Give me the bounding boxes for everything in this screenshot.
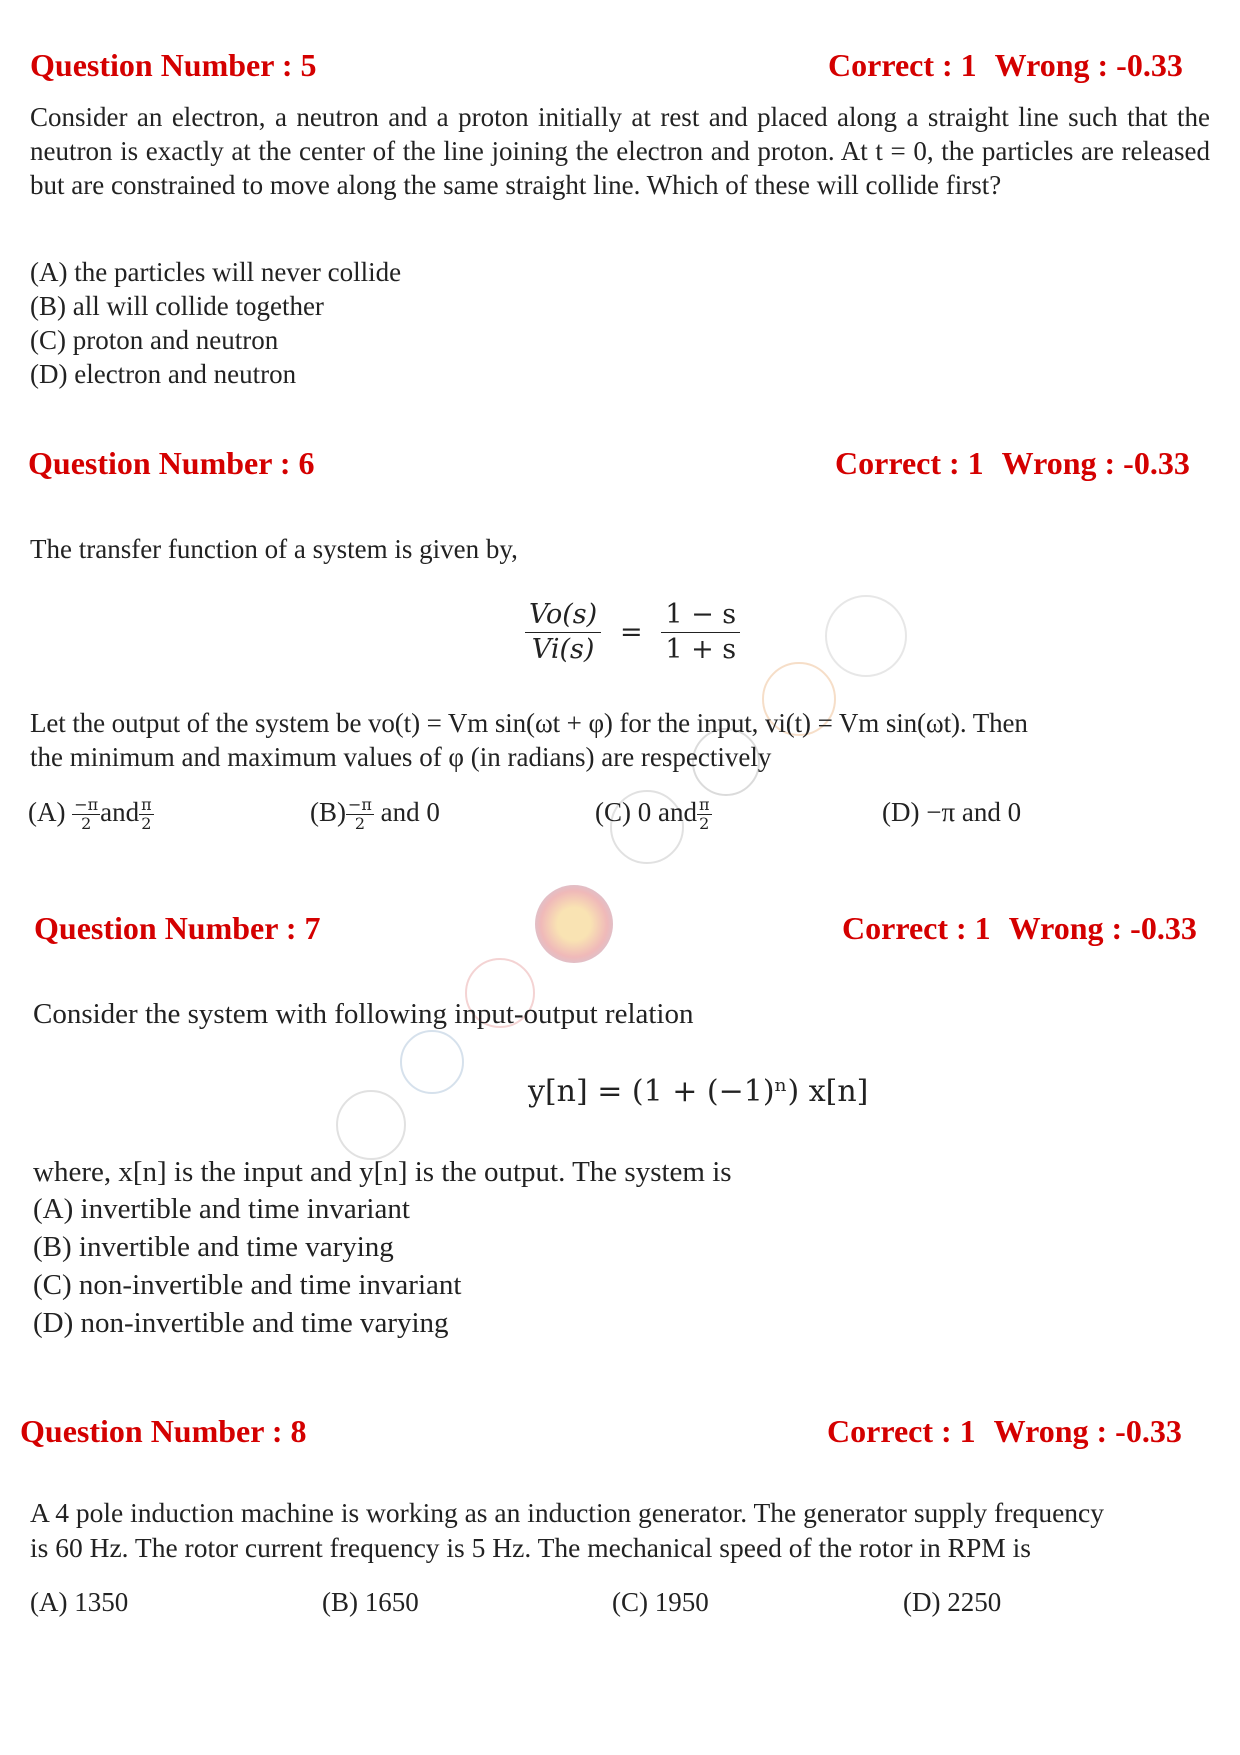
q6-wrong: Wrong : -0.33 — [1001, 445, 1190, 481]
q6-option-a-frac2 — [139, 796, 154, 833]
q8-heading: Question Number : 8 — [20, 1413, 307, 1449]
q8-option-c: (C) 1950 — [612, 1587, 709, 1617]
frac-den: 2 — [81, 814, 92, 834]
frac-den: 2 — [141, 814, 152, 834]
q5-correct: Correct : 1 — [828, 47, 977, 83]
q5-marks — [828, 47, 1183, 84]
tf-lhs-fraction — [525, 598, 601, 667]
q7-intro: Consider the system with following input-output relation — [33, 998, 694, 1030]
q7-correct: Correct : 1 — [842, 910, 991, 946]
frac-num: π — [698, 795, 710, 815]
tf-rhs-fraction — [661, 598, 740, 667]
q6-option-a — [28, 795, 154, 833]
q5-option-d: (D) electron and neutron — [30, 359, 297, 389]
frac-num: −π — [348, 795, 372, 815]
q6-option-a-and: and — [100, 797, 140, 827]
q7-where: where, x[n] is the input and y[n] is the output. The system is — [33, 1156, 732, 1188]
q8-text-line2: is 60 Hz. The rotor current frequency is 5 Hz. The mechanical speed of the rotor in RPM is — [30, 1532, 1031, 1563]
q6-line1: Let the output of the system be vo(t) = Vm sin(ωt + φ) for the input, vi(t) = Vm sin(ωt). Then — [30, 708, 1028, 738]
q6-option-c — [595, 795, 712, 833]
q5-option-c: (C) proton and neutron — [30, 325, 279, 355]
q6-line2: the minimum and maximum values of φ (in radians) are respectively — [30, 742, 772, 772]
q6-transfer-function: $\frac{Vo(s)}{Vi(s)}$ = $\frac{1 - s}{1 + s}$ — [525, 598, 740, 667]
frac-num: π — [141, 795, 152, 815]
q6-marks — [835, 445, 1190, 482]
q7-option-a: (A) invertible and time invariant — [33, 1193, 410, 1225]
q6-option-c-frac2 — [697, 796, 712, 833]
frac-den: 2 — [699, 814, 710, 834]
q6-option-c-pre: 0 and — [637, 797, 697, 827]
q6-option-b-label: (B) — [310, 797, 346, 827]
q7-option-b: (B) invertible and time varying — [33, 1231, 394, 1263]
q6-option-d — [882, 795, 1021, 829]
q8-option-a: (A) 1350 — [30, 1587, 129, 1617]
watermark-seal — [825, 595, 907, 677]
q8-wrong: Wrong : -0.33 — [993, 1413, 1182, 1449]
q7-option-c: (C) non-invertible and time invariant — [33, 1269, 462, 1301]
frac-num: −π — [74, 795, 99, 815]
q6-heading: Question Number : 6 — [28, 445, 315, 481]
q5-option-b: (B) all will collide together — [30, 291, 324, 321]
frac-den: 2 — [354, 814, 366, 834]
tf-lhs-denominator: Vi(s) — [531, 634, 595, 665]
q7-option-d: (D) non-invertible and time varying — [33, 1307, 449, 1339]
q5-heading: Question Number : 5 — [30, 47, 317, 83]
tf-rhs-numerator: 1 − s — [661, 598, 740, 633]
watermark-seal — [400, 1030, 464, 1094]
q8-correct: Correct : 1 — [827, 1413, 976, 1449]
q6-option-b-and: and 0 — [380, 797, 440, 827]
q5-wrong: Wrong : -0.33 — [994, 47, 1183, 83]
q6-option-d-text: −π and 0 — [926, 797, 1022, 827]
q8-marks — [827, 1413, 1182, 1450]
q6-option-c-label: (C) — [595, 797, 631, 827]
q8-text-line1: A 4 pole induction machine is working as an induction generator. The generator supply frequency — [30, 1497, 1104, 1528]
watermark-seal — [535, 885, 613, 963]
q5-option-a: (A) the particles will never collide — [30, 257, 402, 287]
q6-option-a-frac1 — [72, 796, 100, 833]
tf-lhs-numerator: Vo(s) — [525, 598, 601, 633]
q6-option-d-label: (D) — [882, 797, 920, 827]
q8-option-d: (D) 2250 — [903, 1587, 1002, 1617]
q7-marks — [842, 910, 1197, 947]
q6-intro: The transfer function of a system is given by, — [30, 534, 518, 564]
q7-equation: y[n] = (1 + (−1)ⁿ) x[n] — [528, 1074, 869, 1109]
tf-rhs-denominator: 1 + s — [665, 634, 737, 665]
q6-option-b — [310, 795, 440, 833]
q7-heading: Question Number : 7 — [34, 910, 321, 946]
q6-correct: Correct : 1 — [835, 445, 984, 481]
q7-wrong: Wrong : -0.33 — [1008, 910, 1197, 946]
watermark-seal — [336, 1090, 406, 1160]
q5-text: Consider an electron, a neutron and a proton initially at rest and placed along a straight line such that the neutron is exactly at the center of the line joining the electron and proton. At t = 0, the particles are released but are constrained to move along the same straight line. Which of these will collide first? — [30, 102, 1210, 200]
q6-option-a-label: (A) — [28, 797, 66, 827]
q6-option-b-frac1 — [346, 796, 374, 833]
q8-option-b: (B) 1650 — [322, 1587, 419, 1617]
